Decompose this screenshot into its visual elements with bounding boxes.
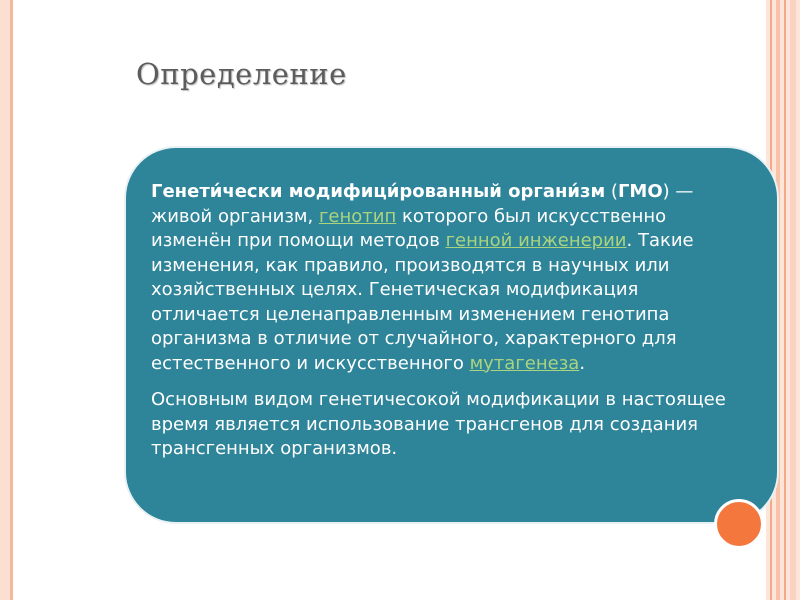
genotype-link[interactable]: генотип [318,205,397,227]
paragraph-text: . [579,352,586,374]
right-border-stripe [784,0,786,600]
decorative-circle [714,499,764,549]
mutagenesis-link[interactable]: мутагенеза [469,352,580,374]
left-decorative-border [0,0,13,600]
term-heading: Генети́чески модифици́рованный органи́зм [151,181,606,202]
slide-title: Определение [136,57,347,91]
paragraph-text: которого был искусственно изменён при помощи методов [151,205,667,251]
paragraph-text: ) — живой организм, [151,181,694,227]
left-border-stripe [10,0,13,600]
paragraph-text: . Такие изменения, как правило, производятся в научных или хозяйственных целях. Генетическая модификация отличается целенаправленным изменением генотипа организма в отличие от случайного, характерного для естественного и искусственного [151,230,694,374]
definition-text [151,180,751,462]
genetic-engineering-link[interactable]: генной инженерии [445,230,627,251]
definition-paragraph [151,180,751,376]
right-border-stripe [790,0,796,600]
term-abbreviation: ГМО [617,181,663,202]
transgene-paragraph: Основным видом генетичесокой модификации в настоящее время является использование трансгенов для создания трансгенных организмов. [151,389,726,459]
paragraph-text: ( [605,181,618,202]
